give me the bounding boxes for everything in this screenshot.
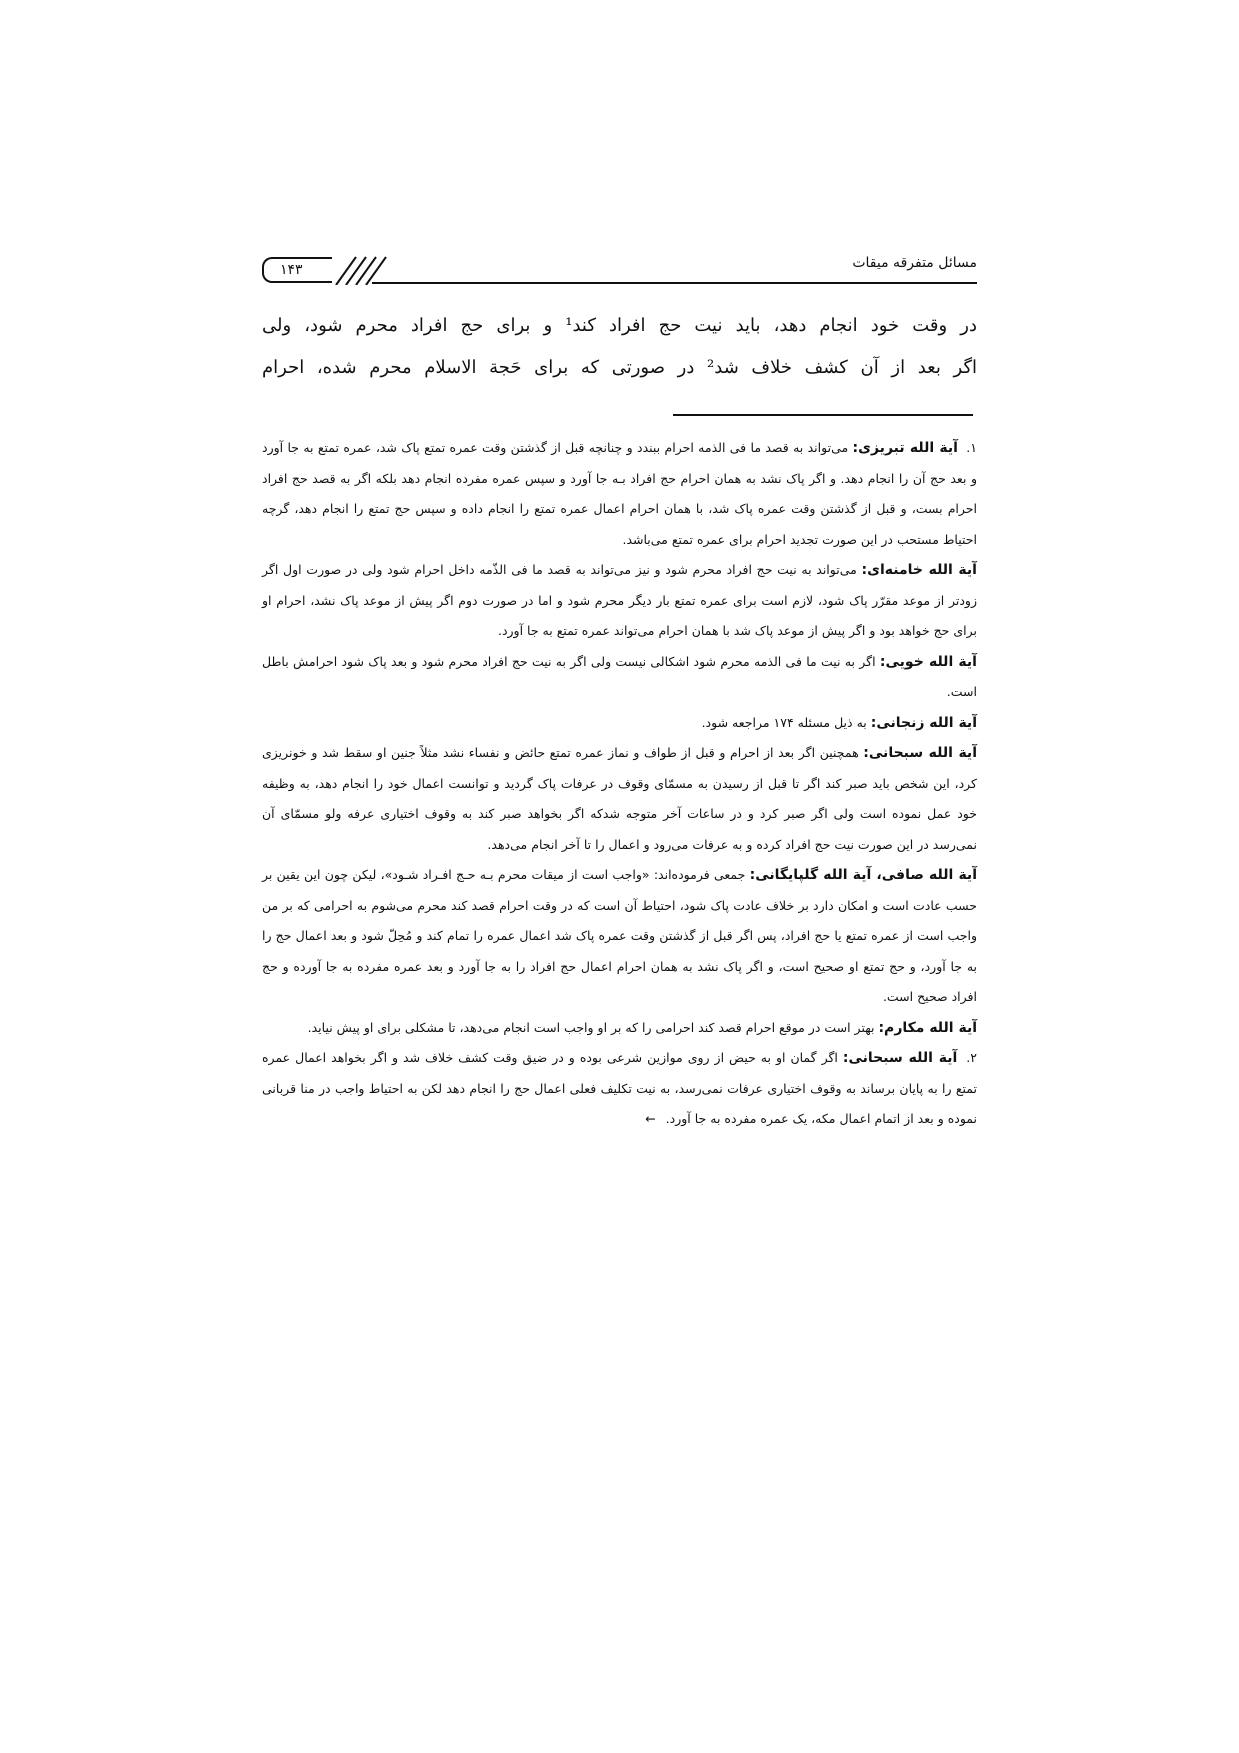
footnote-entry <box>262 708 977 739</box>
footnote-authority: آیة الله مکارم: <box>878 1019 977 1036</box>
footnote-text: به ذیل مسئله ۱۷۴ مراجعه شود. <box>701 714 867 730</box>
footnote-entry <box>262 1043 977 1135</box>
footnote-entry <box>262 647 977 708</box>
page-header <box>262 255 977 285</box>
footnote-authority: آیة الله صافی، آیة الله گلپایگانی: <box>749 867 977 883</box>
footnote-entry <box>262 555 977 647</box>
footnote-authority: آیة الله زنجانی: <box>870 714 977 731</box>
footnote-authority: آیة الله سبحانی: <box>863 745 977 761</box>
page-number: ۱۴۳ <box>280 262 303 278</box>
decorative-slashes-icon <box>334 255 394 285</box>
footnote-text: اگر گمان او به حیض از روی موازین شرعی بوده و در ضیق وقت کشف خلاف شد و اگر بخواهد اعمال عمره تمتع را به پایان برساند به وقوف اختیاری عرفات نمی‌رسد، به نیت تکلیف فعلی اعمال حج را انجام دهد لکن به احتیاط واجب در منا قربانی نموده و بعد از اتمام اعمال مکه، یک عمره مفرده به جا آورد. <box>262 1050 977 1126</box>
footnote-authority: آیة الله تبریزی: <box>852 440 958 456</box>
footnote-number: ۲. <box>966 1050 977 1065</box>
page-number-badge <box>262 257 332 283</box>
footnote-text: می‌تواند به قصد ما فی الذمه احرام ببندد و چنانچه قبل از گذشتن وقت عمره تمتع پاک شد، عمره تمتع به جا آورد و بعد حج آن را انجام دهد. و اگر پاک نشد به همان احرام حج افراد بـه جا آورد و سپس عمره مفرده انجام دهد بلکه اگر به قصد حج افراد احرام بست، و قبل از گذشتن وقت عمره پاک شد، با همان احرام اعمال عمره تمتع را انجام داده و سپس حج تمتع را انجام دهد، گرچه احتیاط مستحب در این صورت تجدید احرام برای عمره تمتع می‌باشد. <box>262 440 977 547</box>
footnote-entry <box>262 860 977 1013</box>
continuation-arrow-icon: ← <box>645 1111 656 1126</box>
footnote-text: بهتر است در موقع احرام قصد کند احرامی را که بر او واجب است انجام می‌دهد، تا مشکلی برای او پیش نیاید. <box>307 1019 875 1035</box>
footnotes <box>262 433 977 1135</box>
footnote-separator <box>673 414 973 416</box>
footnote-entry <box>262 1013 977 1044</box>
footnote-entry <box>262 738 977 860</box>
footnote-authority: آیة الله خامنه‌ای: <box>861 562 977 578</box>
main-text <box>262 305 977 389</box>
footnote-text: اگر به نیت ما فی الذمه محرم شود اشکالی نیست ولی اگر به نیت حج افراد محرم شود و بعد پاک شود احرامش باطل است. <box>262 653 977 699</box>
footnote-text: جمعی فرموده‌اند: «واجب است از میقات محرم بـه حـج افـراد شـود»، لیکن چون این یقین بر حسب عادت است و امکان دارد بر خلاف عادت پاک شود، احتیاط آن است که در وقت احرام قصد کند محرم می‌شوم به احرامی که بر من واجب است از عمره تمتع یا حج افراد، پس اگر قبل از گذشتن وقت عمره پاک شد اعمال عمره را تمام کند و مُحِلّ شود و بعد اعمال حج را به جا آورد، و حج تمتع او صحیح است، و اگر پاک نشد به همان احرام اعمال حج افراد را به جا آورد و بعد عمره مفرده به جا آورده و حج افراد صحیح است. <box>262 867 977 1004</box>
footnote-authority: آیة الله سبحانی: <box>842 1050 958 1066</box>
running-title: مسائل متفرقه میقات <box>852 255 977 271</box>
body-line: در وقت خود انجام دهد، باید نیت حج افراد کند¹ و برای حج افراد محرم شود، ولی <box>262 315 977 336</box>
footnote-text: همچنین اگر بعد از احرام و قبل از طواف و نماز عمره تمتع حائض و نفساء نشد مثلاً جنین او سقط شد و خونریزی کرد، این شخص باید صبر کند اگر تا قبل از رسیدن به مسمّای وقوف در عرفات پاک گردید و توانست اعمال خود را انجام دهد، به وظیفه خود عمل نموده است ولی اگر صبر کرد و در ساعات آخر متوجه شدکه اگر بخواهد صبر کند به وقوف اختیاری عرفه ولو مسمّای آن نمی‌رسد در این صورت نیت حج افراد کرده و به عرفات می‌رود و اعمال را تا آخر انجام می‌دهد. <box>262 745 977 852</box>
body-line: اگر بعد از آن کشف خلاف شد² در صورتی که برای حَجة الاسلام محرم شده، احرام <box>262 357 978 378</box>
footnote-authority: آیة الله خویی: <box>879 653 977 670</box>
footnote-text: می‌تواند به نیت حج افراد محرم شود و نیز می‌تواند به قصد ما فی الذّمه داخل احرام شود ولی در صورت اول اگر زودتر از موعد مقرّر پاک شود، لازم است برای عمره تمتع بار دیگر محرم شود و اما در صورت دوم اگر پیش از موعد پاک نشد، احرام او برای حج خواهد بود و اگر پیش از موعد پاک شد با همان احرام می‌تواند عمره تمتع به جا آورد. <box>262 562 977 638</box>
header-rule <box>372 282 977 284</box>
footnote-entry <box>262 433 977 555</box>
footnote-number: ۱. <box>966 440 977 455</box>
